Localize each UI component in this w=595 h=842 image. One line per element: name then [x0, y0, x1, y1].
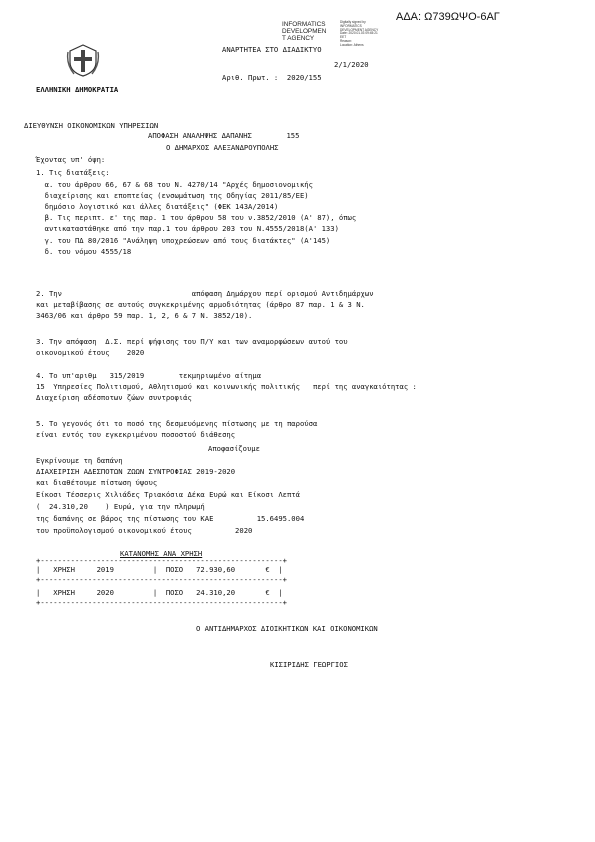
amount-in-figures: ( 24.310,20 ) Ευρώ, για την πληρωμή	[36, 502, 205, 511]
ada-code: ΑΔΑ: Ω739ΩΨΟ-6ΑΓ	[396, 11, 500, 23]
document-date: 2/1/2020	[334, 60, 369, 69]
text-line: δημόσιο λογιστικό και άλλες διατάξεις" (ΦΕΚ 143Α/2014)	[36, 202, 279, 211]
table-border: +--------------------------------------------------------+	[36, 575, 287, 584]
amount-in-words: Είκοσι Τέσσερις Χιλιάδες Τριακόσια Δέκα Ευρώ και Είκοσι Λεπτά	[36, 490, 300, 499]
expense-subject: ΔΙΑΧΕΙΡΙΣΗ ΑΔΕΣΠΟΤΩΝ ΖΩΩΝ ΣΥΝΤΡΟΦΙΑΣ 2019-2020	[36, 467, 236, 476]
text-line: Έχοντας υπ' όψη:	[36, 155, 106, 164]
text-line: 3. Την απόφαση Δ.Σ. περί ψήφισης του Π/Υ και των αναμορφώσεων αυτού του	[36, 337, 348, 346]
decide-heading: Αποφασίζουμε	[208, 444, 260, 453]
text-line: 1. Τις διατάξεις:	[36, 168, 110, 177]
hellenic-republic: ΕΛΛΗΝΙΚΗ ΔΗΜΟΚΡΑΤΙΑ	[36, 85, 119, 94]
text-line: Διαχείριση αδέσποτων ζώων συντροφιάς	[36, 393, 192, 402]
greek-coat-of-arms-icon	[66, 42, 100, 78]
table-row: | ΧΡΗΣΗ 2019 | ΠΟΣΟ 72.930,60 € |	[36, 565, 283, 574]
text-line: 4. Το υπ'αριθμ 315/2019 τεκμηριωμένο αίτημα	[36, 371, 262, 380]
text-line: 2. Την απόφαση Δημάρχου περί ορισμού Αντιδημάρχων	[36, 289, 374, 298]
text-line: οικονομικού έτους 2020	[36, 348, 145, 357]
table-border: +--------------------------------------------------------+	[36, 556, 287, 565]
text-line: 5. Το γεγονός ότι το ποσό της δεσμευόμενης πίστωσης με τη παρούσα	[36, 419, 318, 428]
text-line: 15 Υπηρεσίες Πολιτισμού, Αθλητισμού και κοινωνικής πολιτικής περί της αναγκαιότητας :	[36, 382, 417, 391]
protocol-number: Αριθ. Πρωτ. : 2020/155	[222, 73, 322, 82]
text-line: δ. του νόμου 4555/18	[36, 247, 132, 256]
posted-online-label: ΑΝΑΡΤΗΤΕΑ ΣΤΟ ΔΙΑΔΙΚΤΥΟ	[222, 45, 322, 54]
service-name: ΔΙΕΥΘΥΝΣΗ ΟΙΚΟΝΟΜΙΚΩΝ ΥΠΗΡΕΣΙΩΝ	[24, 121, 159, 130]
table-row: | ΧΡΗΣΗ 2020 | ΠΟΣΟ 24.310,20 € |	[36, 588, 283, 597]
table-border: +--------------------------------------------------------+	[36, 598, 287, 607]
text-line: είναι εντός του εγκεκριμένου ποσοστού διάθεσης	[36, 430, 236, 439]
text-line: και μεταβίβασης σε αυτούς συγκεκριμένης αρμοδιότητας (άρθρο 87 παρ. 1 & 3 Ν.	[36, 300, 365, 309]
text-line: 3463/06 και άρθρο 59 παρ. 1, 2, 6 & 7 Ν. 3852/10).	[36, 311, 253, 320]
text-line: Εγκρίνουμε τη δαπάνη	[36, 456, 123, 465]
text-line: του προϋπολογισμού οικονομικού έτους 2020	[36, 526, 253, 535]
text-line: και διαθέτουμε πίστωση ύψους	[36, 478, 158, 487]
text-line: β. Τις περιπτ. ε' της παρ. 1 του άρθρου 58 του ν.3852/2010 (Α' 87), όπως	[36, 213, 357, 222]
digital-signature-stamp: INFORMATICS DEVELOPMEN T AGENCY	[282, 21, 327, 42]
allocation-table-title: ΚΑΤΑΝΟΜΗΣ ΑΝΑ ΧΡΗΣΗ	[120, 549, 203, 558]
digital-signature-details: Digitally signed by INFORMATICS DEVELOPMENT AGENCY Date: 2020.01.03 09:45:21 EET Reason: Location: Athens	[340, 20, 379, 47]
signatory-role: Ο ΑΝΤΙΔΗΜΑΡΧΟΣ ΔΙΟΙΚΗΤΙΚΩΝ ΚΑΙ ΟΙΚΟΝΟΜΙΚΩΝ	[196, 624, 378, 633]
signatory-name: ΚΙΣΙΡΙΔΗΣ ΓΕΩΡΓΙΟΣ	[270, 660, 348, 669]
text-line: διαχείρισης και εποπτείας (ενσωμάτωση της Οδηγίας 2011/85/ΕΕ)	[36, 191, 309, 200]
text-line: της δαπάνης σε βάρος της πίστωσης του ΚΑΕ 15.6495.004	[36, 514, 305, 523]
mayor-title: Ο ΔΗΜΑΡΧΟΣ ΑΛΕΞΑΝΔΡΟΥΠΟΛΗΣ	[166, 143, 279, 152]
text-line: αντικαταστάθηκε από την παρ.1 του άρθρου 203 του Ν.4555/2018(Α' 133)	[36, 224, 339, 233]
text-line: γ. του ΠΔ 80/2016 "Ανάληψη υποχρεώσεων από τους διατάκτες" (Α'145)	[36, 236, 331, 245]
text-line: α. του άρθρου 66, 67 & 68 του Ν. 4270/14 "Αρχές δημοσιονομικής	[36, 180, 313, 189]
decision-title: ΑΠΟΦΑΣΗ ΑΝΑΛΗΨΗΣ ΔΑΠΑΝΗΣ 155	[148, 131, 300, 140]
